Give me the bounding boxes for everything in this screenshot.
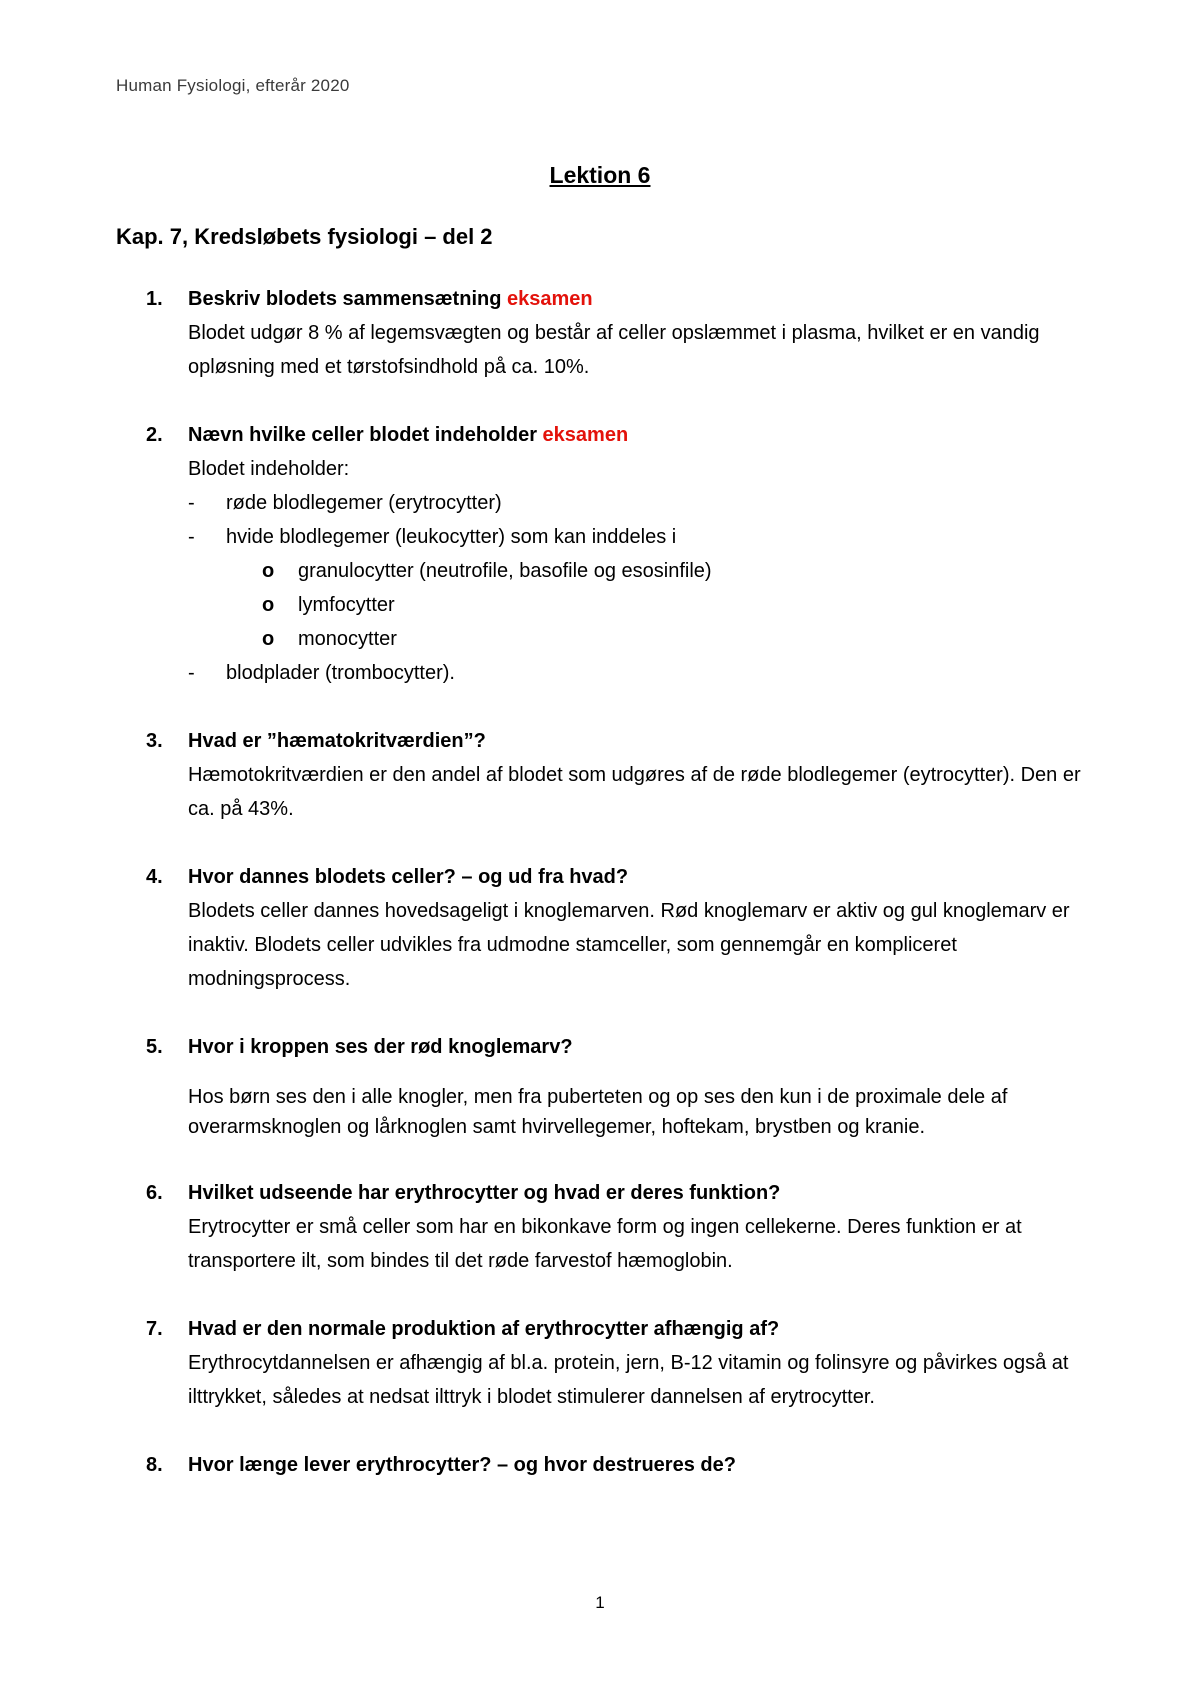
question-item-1 (116, 282, 1096, 384)
cell-type-list (188, 486, 1096, 554)
question-text: Hvilket udseende har erythrocytter og hvad er deres funktion? (188, 1182, 781, 1204)
sub-list-item-text: granulocytter (neutrofile, basofile og esosinfile) (298, 560, 712, 582)
question-number: 4. (146, 866, 163, 888)
question-number: 7. (146, 1318, 163, 1340)
list-item-text: hvide blodlegemer (leukocytter) som kan inddeles i (226, 526, 677, 548)
cell-type-list-continued (188, 656, 1096, 690)
answer-intro: Blodet indeholder: (188, 458, 350, 480)
list-item-text: røde blodlegemer (erytrocytter) (226, 492, 502, 514)
sub-list-item (188, 622, 1096, 656)
sub-list-item-text: lymfocytter (298, 594, 395, 616)
question-number: 2. (146, 424, 163, 446)
question-item-2 (116, 418, 1096, 690)
question-item-4 (116, 860, 1096, 996)
exam-tag: eksamen (507, 288, 593, 310)
question-number: 5. (146, 1036, 163, 1058)
sub-list-item (188, 554, 1096, 588)
leukocyte-subtype-list (188, 554, 1096, 656)
question-text: Hvad er ”hæmatokritværdien”? (188, 730, 486, 752)
question-item-5 (116, 1030, 1096, 1142)
question-text: Hvad er den normale produktion af erythrocytter afhængig af? (188, 1318, 780, 1340)
question-number: 8. (146, 1454, 163, 1476)
question-text: Nævn hvilke celler blodet indeholder (188, 424, 537, 446)
list-item (188, 486, 1096, 520)
circle-bullet-icon: o (262, 560, 275, 582)
question-item-6 (116, 1176, 1096, 1278)
question-text: Hvor længe lever erythrocytter? – og hvor destrueres de? (188, 1454, 736, 1476)
question-number: 1. (146, 288, 163, 310)
answer-text: Blodets celler dannes hovedsageligt i knoglemarven. Rød knoglemarv er aktiv og gul knoglemarv er inaktiv. Blodets celler udvikles fra udmodne stamceller, som gennemgår en kompliceret modningsprocess. (188, 900, 1070, 990)
question-text: Beskriv blodets sammensætning (188, 288, 502, 310)
circle-bullet-icon: o (262, 628, 275, 650)
answer-text: Hæmotokritværdien er den andel af blodet som udgøres af de røde blodlegemer (eytrocytter). Den er ca. på 43%. (188, 764, 1081, 820)
question-list (116, 282, 1096, 1482)
list-item-text: blodplader (trombocytter). (226, 662, 455, 684)
circle-bullet-icon: o (262, 594, 275, 616)
list-item (188, 520, 1096, 554)
lesson-title: Lektion 6 (549, 162, 651, 188)
question-item-8 (116, 1448, 1096, 1482)
question-number: 3. (146, 730, 163, 752)
question-item-7 (116, 1312, 1096, 1414)
answer-text: Erythrocytdannelsen er afhængig af bl.a. protein, jern, B-12 vitamin og folinsyre og påvirkes også at ilttrykket, således at nedsat ilttryk i blodet stimulerer dannelsen af erytrocytter. (188, 1352, 1069, 1408)
sub-list-item (188, 588, 1096, 622)
dash-bullet-icon: - (188, 526, 195, 548)
question-item-3 (116, 724, 1096, 826)
exam-tag: eksamen (542, 424, 629, 446)
answer-text: Blodet udgør 8 % af legemsvægten og består af celler opslæmmet i plasma, hvilket er en vandig opløsning med et tørstofsindhold på ca. 10%. (188, 322, 1040, 378)
chapter-title: Kap. 7, Kredsløbets fysiologi – del 2 (116, 224, 493, 249)
question-text: Hvor i kroppen ses der rød knoglemarv? (188, 1036, 573, 1058)
question-text: Hvor dannes blodets celler? – og ud fra hvad? (188, 866, 629, 888)
sub-list-item-text: monocytter (298, 628, 397, 650)
answer-text: Hos børn ses den i alle knogler, men fra puberteten og op ses den kun i de proximale dele af overarmsknoglen og lårknoglen samt hvirvellegemer, hoftekam, brystben og kranie. (188, 1086, 1008, 1138)
list-item (188, 656, 1096, 690)
dash-bullet-icon: - (188, 662, 195, 684)
dash-bullet-icon: - (188, 492, 195, 514)
page-number: 1 (595, 1593, 605, 1612)
question-number: 6. (146, 1182, 163, 1204)
answer-text: Erytrocytter er små celler som har en bikonkave form og ingen cellekerne. Deres funktion er at transportere ilt, som bindes til det røde farvestof hæmoglobin. (188, 1216, 1022, 1272)
running-header: Human Fysiologi, efterår 2020 (116, 76, 350, 95)
